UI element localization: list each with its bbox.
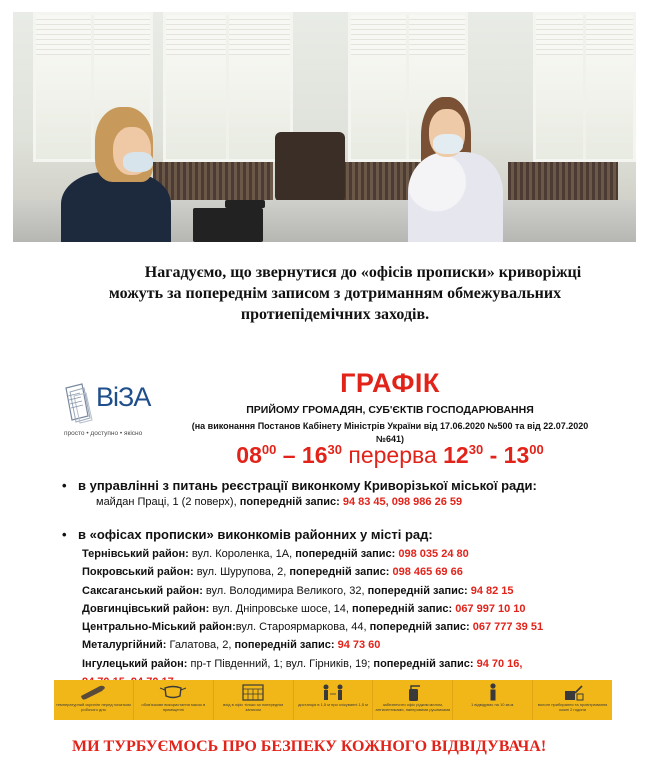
schedule-subtitle: ПРИЙОМУ ГРОМАДЯН, СУБ'ЄКТІВ ГОСПОДАРЮВАННЯ	[246, 404, 534, 416]
notice-line: протиепідемічних заходів.	[240, 306, 430, 323]
district-phone: 94 70 16,	[473, 657, 523, 670]
chair	[275, 132, 345, 202]
keyboard	[193, 208, 263, 242]
break-label: перерва	[348, 442, 437, 468]
district-phone: 098 035 24 80	[395, 548, 469, 560]
district-name: Покровський район:	[82, 566, 194, 579]
safety-caption: вхід в офіс тільки за попереднім записом	[223, 702, 284, 712]
district-address: Галатова, 2,	[166, 639, 235, 652]
close-hour: 16	[301, 442, 328, 468]
district-office-row	[82, 600, 642, 618]
appointment-label: попередній запис:	[289, 566, 390, 579]
break-start-hour: 12	[443, 442, 469, 468]
distance-icon	[318, 682, 348, 702]
safety-measure	[453, 680, 533, 720]
district-address: вул. Шурупова, 2,	[193, 566, 290, 579]
district-office-row	[82, 582, 642, 600]
safety-measure	[214, 680, 294, 720]
thermometer-icon	[78, 682, 108, 702]
main-office-heading	[62, 478, 537, 493]
safety-caption: дистанція в 1,5 м при очікуванні 1,5 м	[298, 702, 368, 707]
mask-icon	[158, 682, 188, 702]
main-office-title: в управлінні з питань реєстрації виконкому Криворізької міської ради:	[78, 478, 537, 493]
bullet: •	[62, 527, 67, 542]
safety-caption: забезпечити офіс рідким милом, антисептиками, паперовими рушниками	[375, 702, 451, 712]
district-phone: 067 997 10 10	[452, 602, 526, 615]
district-address: вул. Староярмаркова, 44,	[235, 621, 370, 634]
district-offices-title: в «офісах прописки» виконкомів районних у місті рад:	[78, 527, 433, 542]
district-office-row	[82, 618, 642, 636]
district-office-row	[82, 655, 642, 673]
appointment-label: попередній запис:	[295, 548, 396, 560]
district-name: Саксаганський район:	[82, 584, 203, 597]
safety-caption: температурний скринінг перед початком робочого дня	[56, 702, 131, 712]
notice-line: Нагадуємо, що звернутися до «офісів прописки» криворіжці	[144, 264, 582, 281]
safety-measure	[533, 680, 612, 720]
break-end-minute: 00	[529, 442, 544, 457]
district-address: вул. Дніпровське шосе, 14,	[209, 602, 353, 615]
safety-caption: 1 відвідувач на 10 кв.м.	[471, 702, 515, 707]
safety-measure	[294, 680, 374, 720]
district-name: Центрально-Міський район:	[82, 621, 236, 634]
monitor-stand	[225, 200, 265, 208]
bullet: •	[62, 478, 67, 493]
appointment-label: попередній запис:	[373, 657, 474, 670]
close-minute: 30	[327, 442, 342, 457]
district-address: вул. Короленка, 1А,	[188, 548, 296, 560]
working-hours	[160, 442, 620, 469]
logo-tagline: просто • доступно • якісно	[64, 430, 143, 437]
office-photo	[13, 12, 636, 242]
safety-measure	[373, 680, 453, 720]
main-office-details	[96, 496, 462, 508]
district-name: Довгинцівський район:	[82, 602, 210, 615]
district-phone: 067 777 39 51	[469, 621, 544, 634]
open-minute: 00	[261, 442, 277, 457]
break-start-minute: 30	[468, 442, 484, 457]
schedule-note-line: №641)	[375, 434, 405, 444]
safety-measures-strip	[54, 680, 612, 720]
viza-logo	[60, 380, 170, 446]
safety-measure	[134, 680, 214, 720]
safety-measure	[54, 680, 134, 720]
district-office-row	[82, 563, 642, 581]
safety-caption: обов'язкове використання масок в приміщенні	[141, 702, 206, 712]
appointment-label: попередній запис:	[367, 584, 468, 597]
notice-text	[40, 262, 630, 325]
district-name: Інгулецький район:	[82, 657, 188, 670]
district-offices-heading	[62, 527, 433, 542]
appointment-label: попередній запис:	[234, 639, 335, 652]
person-area-icon	[478, 682, 508, 702]
district-address: вул. Володимира Великого, 32,	[202, 584, 368, 597]
footer-slogan: МИ ТУРБУЄМОСЬ ПРО БЕЗПЕКУ КОЖНОГО ВІДВІДУВАЧА!	[72, 738, 547, 755]
appointment-label: попередній запис:	[369, 621, 470, 634]
district-name: Металургійний:	[82, 639, 167, 652]
district-phone: 94 82 15	[467, 584, 514, 597]
appointment-label: попередній запис:	[239, 496, 343, 508]
district-phone: 94 73 60	[334, 639, 381, 652]
district-name: Тернівський район:	[82, 548, 189, 560]
window	[533, 12, 636, 162]
sanitizer-icon	[398, 682, 428, 702]
cleaning-icon	[558, 682, 588, 702]
break-end-hour: 13	[503, 442, 530, 468]
main-office-phone: 94 83 45, 098 986 26 59	[342, 496, 463, 508]
hours-dash: –	[282, 442, 296, 468]
logo-brand: ВіЗА	[96, 382, 151, 412]
notice-line: можуть за попереднім записом з дотриманням обмежувальних	[108, 285, 562, 302]
appointment-label: попередній запис:	[352, 602, 453, 615]
district-address: пр-т Південний, 1; вул. Гірників, 19;	[187, 657, 374, 670]
document-stack-icon	[62, 382, 98, 424]
schedule-title: ГРАФІК	[340, 368, 440, 398]
safety-caption: вологе прибирання та провітрювання кожні 2 години	[537, 702, 608, 712]
break-separator: -	[489, 442, 498, 468]
main-office-address: майдан Праці, 1 (2 поверх),	[96, 496, 240, 508]
open-hour: 08	[236, 442, 262, 468]
schedule-note-line: (на виконання Постанов Кабінету Міністрів України від 17.06.2020 №500 та від 22.07.2020	[191, 421, 589, 431]
district-phone: 098 465 69 66	[389, 566, 463, 579]
district-office-list	[82, 545, 642, 691]
window	[163, 12, 293, 162]
calendar-icon	[238, 682, 268, 702]
district-office-row	[82, 636, 642, 654]
district-office-row	[82, 545, 642, 563]
